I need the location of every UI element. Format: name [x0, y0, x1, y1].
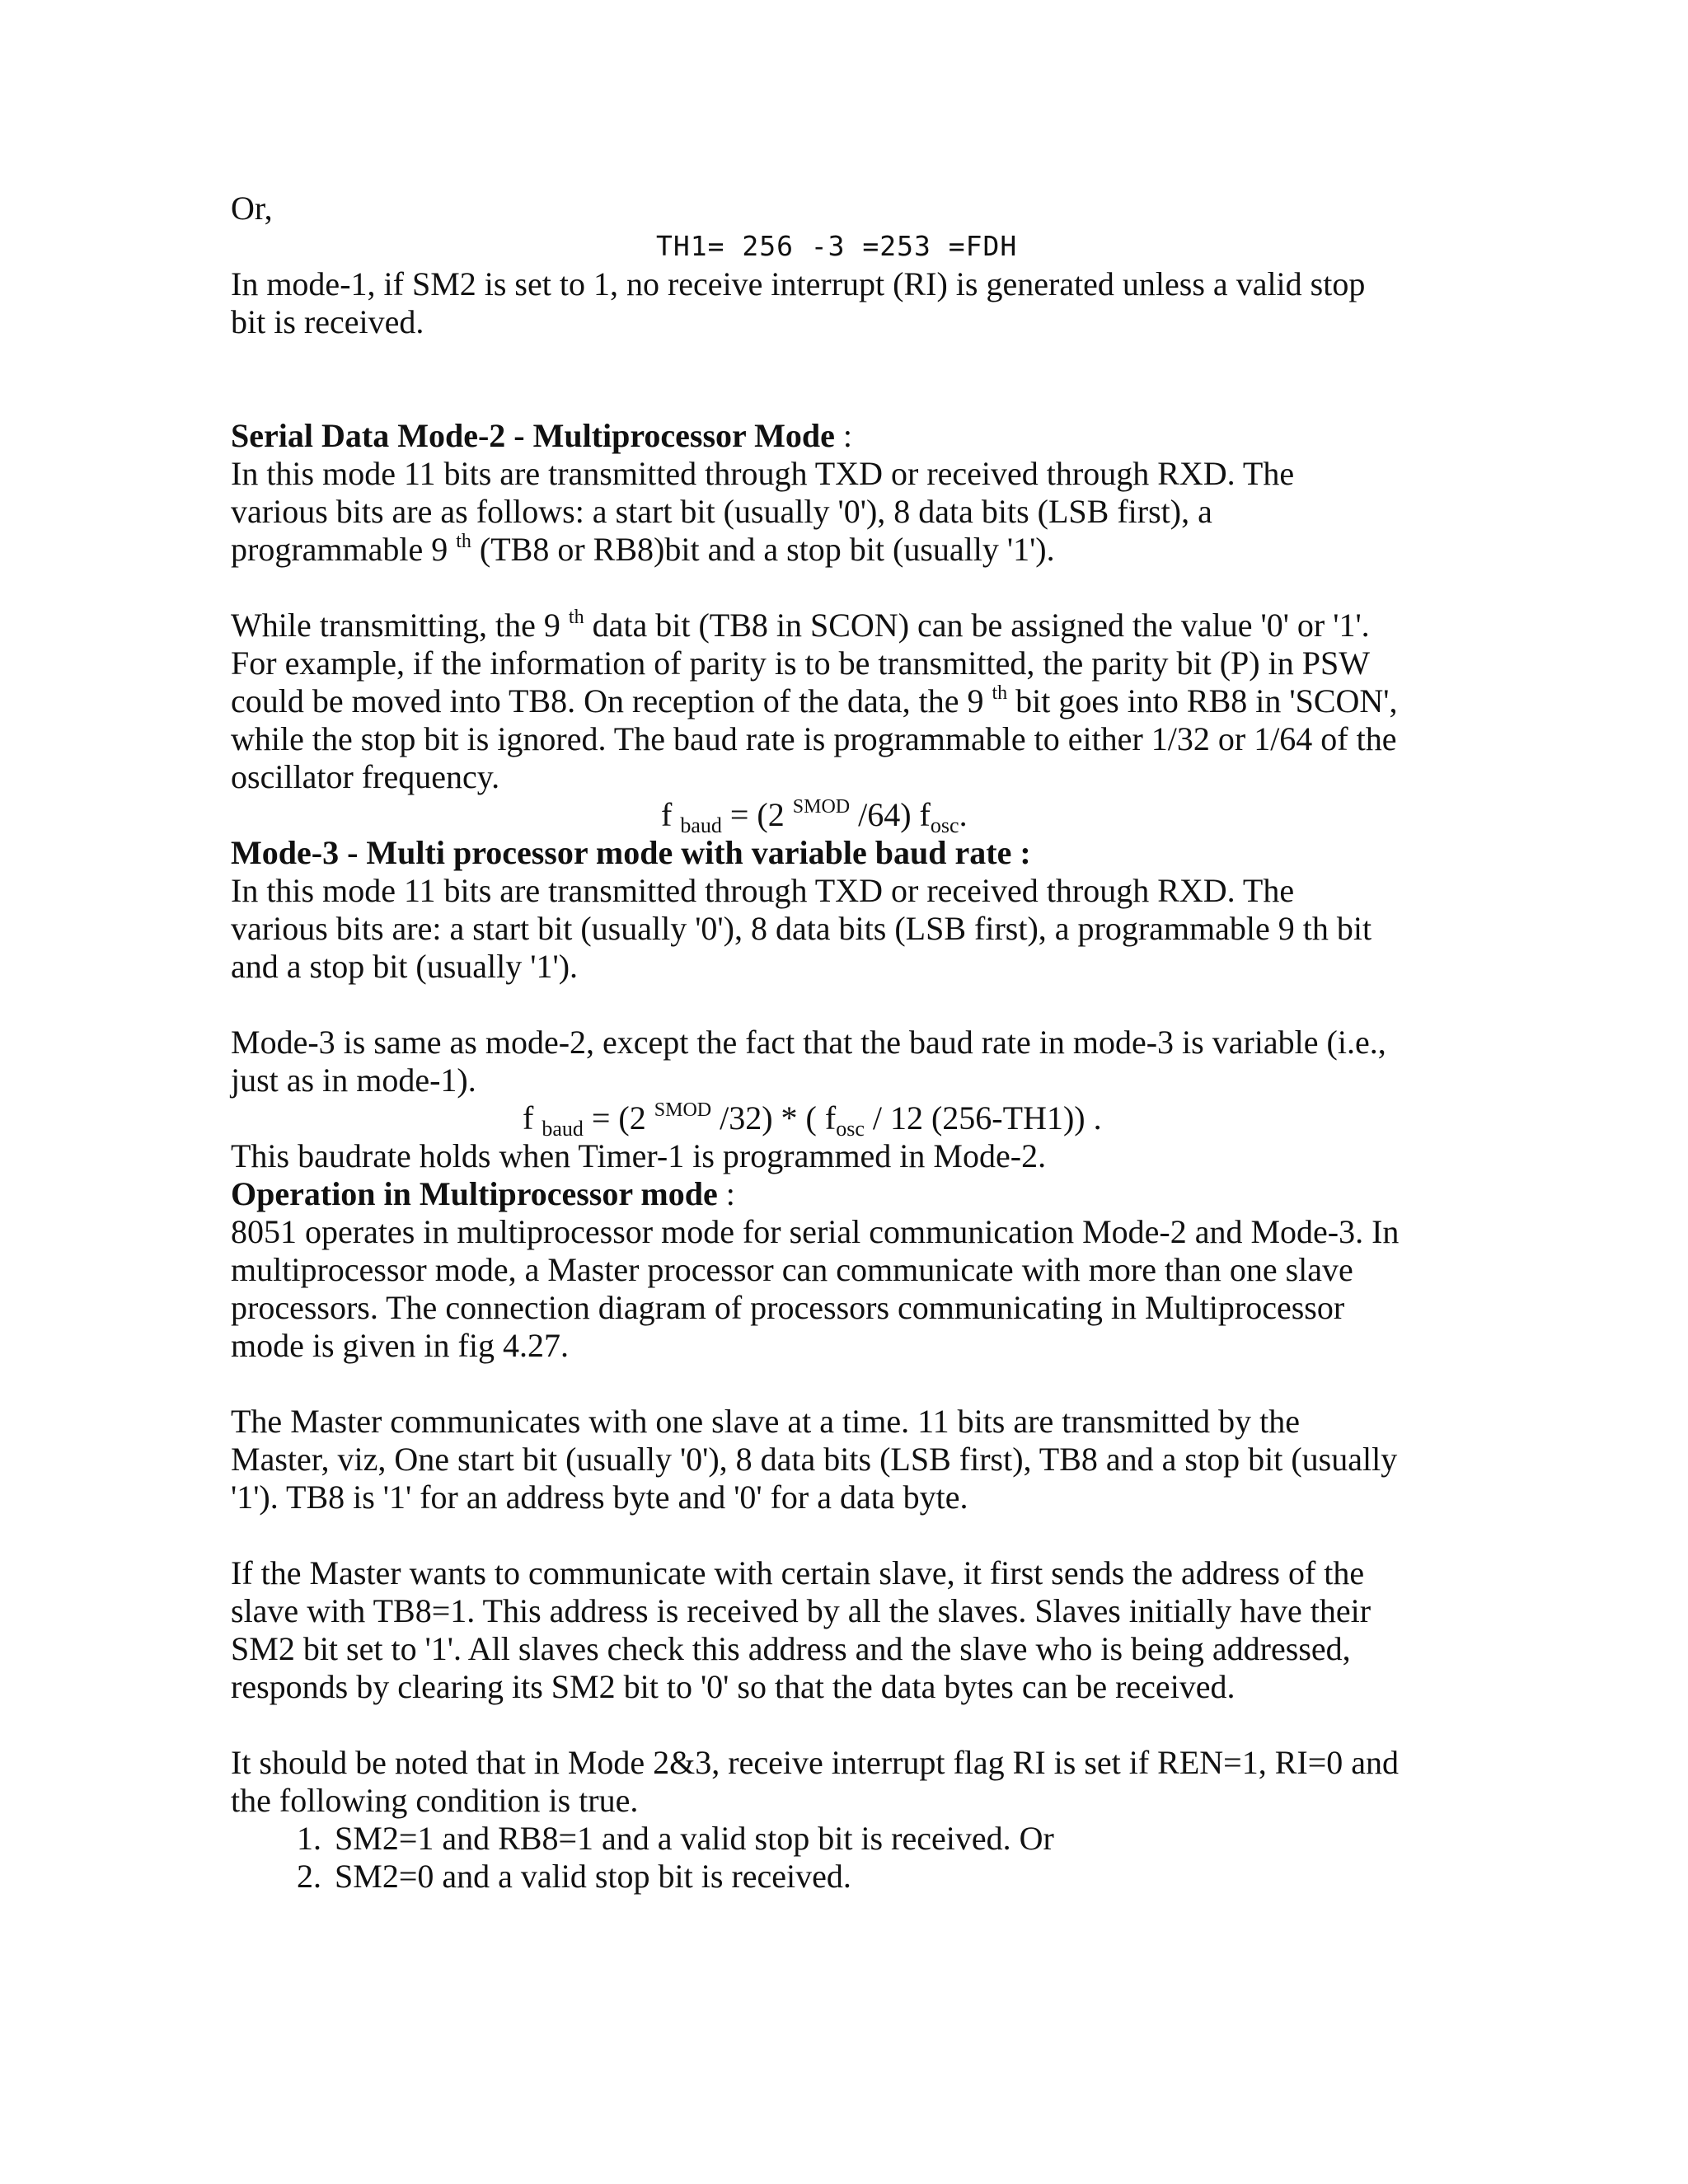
text-segment: could be moved into TB8. On reception of the data, the 9: [231, 682, 992, 719]
mode3-baud-formula: [231, 1099, 1418, 1141]
superscript: th: [456, 531, 471, 552]
mode2-p2-line-2: For example, if the information of parity is to be transmitted, the parity bit (P) in PSW: [231, 644, 1370, 682]
or-text: Or,: [231, 190, 273, 227]
operation-p4-line-2: the following condition is true.: [231, 1782, 639, 1819]
spacer: [231, 341, 1418, 417]
formula-part: /64) f: [850, 796, 931, 833]
operation-p2-line-1: The Master communicates with one slave at a time. 11 bits are transmitted by the: [231, 1403, 1301, 1440]
mode1-note-line-1: In mode-1, if SM2 is set to 1, no receive interrupt (RI) is generated unless a valid stop: [231, 265, 1366, 302]
superscript: th: [568, 607, 584, 628]
operation-heading: Operation in Multiprocessor mode: [231, 1175, 718, 1212]
operation-p3-line-2: slave with TB8=1. This address is received by all the slaves. Slaves initially have their: [231, 1592, 1372, 1629]
mode2-heading-line: [231, 417, 1418, 455]
document-page: [231, 190, 1418, 1896]
subscript: baud: [542, 1117, 584, 1141]
list-item: 1. SM2=1 and RB8=1 and a valid stop bit is received. Or: [330, 1820, 1418, 1858]
operation-p3-line-3: SM2 bit set to '1'. All slaves check this address and the slave who is being addressed,: [231, 1630, 1351, 1667]
operation-p1-line-3: processors. The connection diagram of processors communicating in Multiprocessor: [231, 1289, 1345, 1326]
operation-heading-line: [231, 1175, 1418, 1213]
text-segment: (TB8 or RB8)bit and a stop bit (usually '1').: [471, 531, 1055, 568]
subscript: baud: [680, 813, 722, 837]
formula-part: .: [959, 796, 968, 833]
mode3-heading-line: [231, 834, 1418, 872]
mode1-note-line-2: bit is received.: [231, 303, 424, 340]
th1-formula: TH1= 256 -3 =253 =FDH: [656, 230, 1018, 262]
formula-part: f: [661, 796, 681, 833]
mode3-p1-line-3: and a stop bit (usually '1').: [231, 948, 579, 985]
subscript: osc: [930, 813, 959, 837]
mode2-p1-line-3: [231, 531, 1418, 569]
mode3-heading: Mode-3 - Multi processor mode with variable baud rate :: [231, 834, 1031, 871]
spacer: [231, 1365, 1418, 1403]
operation-p2-line-2: Master, viz, One start bit (usually '0'), 8 data bits (LSB first), TB8 and a stop bit (usually: [231, 1441, 1398, 1478]
conditions-list: [231, 1820, 1418, 1896]
spacer: [231, 1516, 1418, 1554]
text-segment: bit goes into RB8 in 'SCON',: [1007, 682, 1398, 719]
operation-p4-line-1: It should be noted that in Mode 2&3, receive interrupt flag RI is set if REN=1, RI=0 and: [231, 1744, 1400, 1781]
superscript: SMOD: [792, 796, 851, 818]
mode2-heading-suffix: :: [834, 417, 852, 454]
spacer: [231, 1706, 1418, 1744]
subscript: osc: [836, 1117, 865, 1141]
list-item: 2. SM2=0 and a valid stop bit is received.: [330, 1858, 1418, 1896]
mode2-p2-line-3: [231, 682, 1418, 720]
operation-p2-line-3: '1'). TB8 is '1' for an address byte and '0' for a data byte.: [231, 1479, 968, 1516]
mode3-p1-line-2: various bits are: a start bit (usually '0'), 8 data bits (LSB first), a programmable 9 th bit: [231, 910, 1372, 947]
spacer: [231, 569, 1418, 607]
mode2-p1-line-2: various bits are as follows: a start bit (usually '0'), 8 data bits (LSB first), a: [231, 493, 1212, 530]
formula-part: = (2: [721, 796, 793, 833]
superscript: th: [992, 682, 1008, 704]
operation-p3-line-4: responds by clearing its SM2 bit to '0' so that the data bytes can be received.: [231, 1668, 1236, 1705]
operation-heading-suffix: :: [717, 1175, 735, 1212]
text-segment: data bit (TB8 in SCON) can be assigned the value '0' or '1'.: [584, 607, 1370, 644]
operation-p3-line-1: If the Master wants to communicate with certain slave, it first sends the address of the: [231, 1554, 1365, 1591]
text-segment: programmable 9: [231, 531, 457, 568]
mode3-note: This baudrate holds when Timer-1 is programmed in Mode-2.: [231, 1137, 1047, 1174]
formula-part: = (2: [583, 1099, 654, 1137]
text-segment: While transmitting, the 9: [231, 607, 569, 644]
superscript: SMOD: [654, 1099, 712, 1121]
formula-part: f: [523, 1099, 542, 1137]
formula-part: /32) * ( f: [711, 1099, 837, 1137]
operation-p1-line-1: 8051 operates in multiprocessor mode for serial communication Mode-2 and Mode-3. In: [231, 1213, 1400, 1250]
mode2-heading: Serial Data Mode-2 - Multiprocessor Mode: [231, 417, 835, 454]
operation-p1-line-4: mode is given in fig 4.27.: [231, 1327, 569, 1364]
mode2-p2-line-5: oscillator frequency.: [231, 758, 500, 795]
operation-p1-line-2: multiprocessor mode, a Master processor can communicate with more than one slave: [231, 1251, 1353, 1288]
formula-part: / 12 (256-TH1)) .: [864, 1099, 1102, 1137]
mode3-p2-line-2: just as in mode-1).: [231, 1062, 476, 1099]
spacer: [231, 986, 1418, 1024]
mode2-p2-line-4: while the stop bit is ignored. The baud rate is programmable to either 1/32 or 1/64 of the: [231, 720, 1397, 757]
mode3-p1-line-1: In this mode 11 bits are transmitted through TXD or received through RXD. The: [231, 872, 1295, 909]
mode2-p2-line-1: [231, 607, 1418, 644]
mode2-p1-line-1: In this mode 11 bits are transmitted through TXD or received through RXD. The: [231, 455, 1295, 492]
mode3-p2-line-1: Mode-3 is same as mode-2, except the fact that the baud rate in mode-3 is variable (i.e.,: [231, 1024, 1386, 1061]
mode2-baud-formula: [231, 796, 1418, 837]
